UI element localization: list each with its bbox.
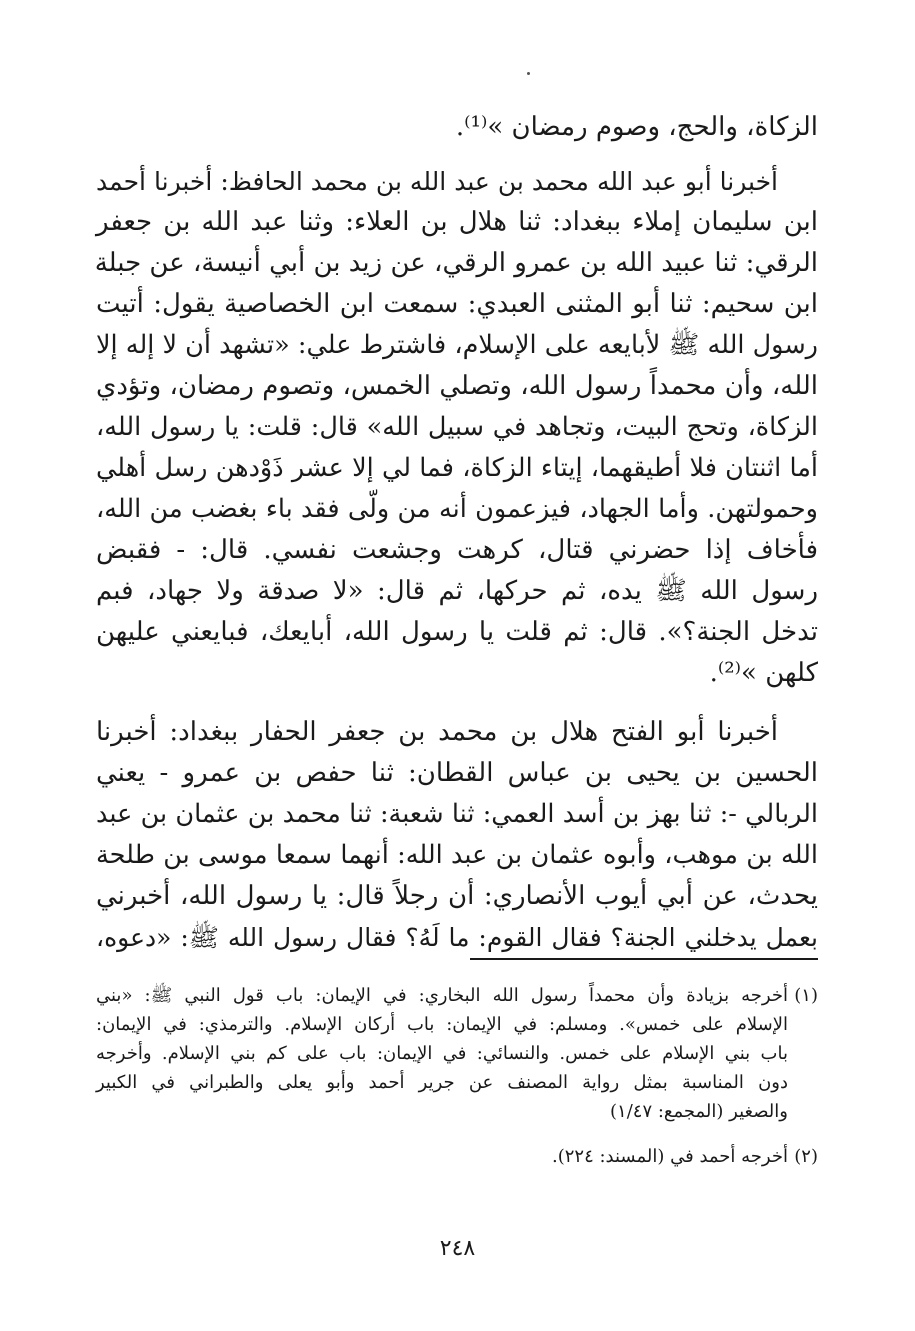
text-line: ابن سليمان إملاء ببغداد: ثنا هلال بن العلاء: وثنا عبد الله بن جعفر [96, 207, 818, 237]
footnote-line: أخرجه بزيادة وأن محمداً رسول الله البخاري: في الإيمان: باب قول النبي ﷺ: «بني [96, 985, 788, 1006]
footnote-number: (١) [794, 985, 818, 1006]
footnote-separator [470, 958, 818, 960]
footnote-1 [96, 981, 818, 1126]
text-line: الله بن موهب، وأبوه عثمان بن عبد الله: أنهما سمعا موسى بن طلحة [96, 840, 818, 870]
text-line: فأخاف إذا حضرني قتال، كرهت وجشعت نفسي. قال: - فقبض [96, 535, 818, 565]
paragraph-hadith-1 [96, 161, 818, 694]
text-line: الحسين بن يحيى بن عباس القطان: ثنا حفص بن عمرو - يعني [96, 758, 818, 788]
text-line: الربالي -: ثنا بهز بن أسد العمي: ثنا شعبة: ثنا محمد بن عثمان بن عبد [96, 799, 818, 829]
text-line: كلهن »⁽²⁾. [709, 658, 818, 688]
text-line: وحمولتهن. وأما الجهاد، فيزعمون أنه من ولّى فقد باء بغضب من الله، [96, 494, 818, 524]
text-line: أخبرنا أبو عبد الله محمد بن عبد الله بن محمد الحافظ: أخبرنا أحمد [96, 167, 778, 196]
footnote-line: أخرجه أحمد في (المسند: ٢٢٤). [552, 1146, 788, 1167]
page-number: ٢٤٨ [439, 1236, 476, 1261]
text-line: رسول الله ﷺ لأبايعه على الإسلام، فاشترط علي: «تشهد أن لا إله إلا [96, 330, 818, 360]
text-line: يحدث، عن أبي أيوب الأنصاري: أن رجلاً قال: يا رسول الله، أخبرني [96, 881, 818, 911]
footnote-line: باب بني الإسلام على خمس. والنسائي: في الإيمان: باب على كم بني الإسلام. وأخرجه [96, 1043, 788, 1064]
text-line: بعمل يدخلني الجنة؟ فقال القوم: ما لَهُ؟ فقال رسول الله ﷺ: «دعوه، [96, 923, 818, 952]
footnote-2 [96, 1142, 818, 1171]
text-line: أخبرنا أبو الفتح هلال بن محمد بن جعفر الحفار ببغداد: أخبرنا [96, 717, 778, 747]
paragraph-continuation [96, 107, 818, 148]
footnote-line: الإسلام على خمس». ومسلم: في الإيمان: باب أركان الإسلام. والترمذي: في الإيمان: [96, 1014, 788, 1035]
text-line: الرقي: ثنا عبيد الله بن عمرو الرقي، عن زيد بن أبي أنيسة، عن جبلة [94, 248, 818, 278]
footnote-line: والصغير (المجمع: ١/٤٧) [610, 1101, 788, 1122]
text-line: الله، وأن محمداً رسول الله، وتصلي الخمس، وتصوم رمضان، وتؤدي [96, 371, 818, 401]
footnote-number: (٢) [794, 1146, 818, 1167]
text-line: الزكاة، وتحج البيت، وتجاهد في سبيل الله» قال: قلت: يا رسول الله، [96, 412, 818, 442]
text-line: الزكاة، والحج، وصوم رمضان »⁽¹⁾. [455, 112, 818, 142]
paragraph-hadith-2 [96, 712, 818, 958]
text-line: تدخل الجنة؟». قال: ثم قلت يا رسول الله، أبايعك، فبايعني عليهن [96, 617, 818, 647]
text-line: رسول الله ﷺ يده، ثم حركها، ثم قال: «لا صدقة ولا جهاد، فبم [96, 576, 818, 606]
text-line: أما اثنتان فلا أطيقهما، إيتاء الزكاة، فما لي إلا عشر ذَوْدهن رسل أهلي [96, 453, 818, 483]
footnote-line: دون المناسبة بمثل رواية المصنف عن جرير أحمد وأبو يعلى والطبراني في الكبير [96, 1072, 788, 1093]
scan-speck [527, 72, 530, 75]
text-line: ابن سحيم: ثنا أبو المثنى العبدي: سمعت ابن الخصاصية يقول: أتيت [96, 289, 818, 319]
